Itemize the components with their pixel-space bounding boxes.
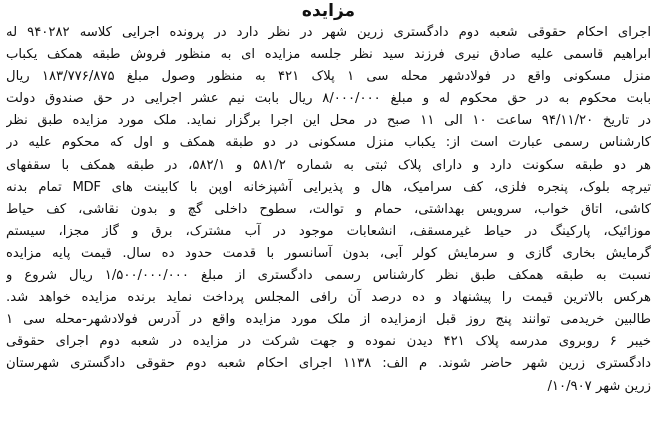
notice-line: موزائیک، پارکینگ در حیاط غیرمسقف، انشعابات موجود در آب مشترک، برق و گاز مجزا، سیستم — [6, 223, 651, 239]
notice-line: هرکس بالاترین قیمت را پیشنهاد و ده درصد آن رافی المجلس پرداخت نماید برنده مزایده خواهد شد. — [6, 290, 651, 306]
notice-line: اجرای احکام حقوقی شعبه دوم دادگستری زرین شهر در نظر دارد در پرونده اجرایی کلاسه ۹۴۰۲۸۲ له — [6, 25, 651, 40]
notice-line: کارشناس رسمی عبارت است از: یکباب منزل مسکونی در دو طبقه همکف و اول که محکوم علیه در — [6, 135, 651, 151]
notice-line: کاشی، اتاق خواب، سرویس بهداشتی، حمام و توالت، سطوح داخلی گچ و بدون نقاشی، کف حیاط — [6, 201, 651, 217]
notice-line: گرمایش بخاری گازی و سرمایش کولر آبی، بدون آسانسور با قدمت حدود ده سال. قیمت پایه مزایده — [6, 245, 651, 261]
notice-line: دادگستری زرین شهر حاضر شوند. م الف: ۱۱۳۸ اجرای احکام شعبه دوم حقوقی دادگستری شهرستان — [6, 356, 651, 372]
notice-line: زرین شهر ۱۰/۹۰۷/ — [547, 378, 651, 394]
notice-line: طالبین خریدمی توانند پنج روز قبل ازمزایده از ملک مورد مزایده واقع در آدرس فولادشهر-محله سی ۱ — [6, 312, 651, 328]
notice-title: مزایده — [301, 1, 356, 21]
notice-line: تیرچه بلوک، پنجره فلزی، کف سرامیک، هال و پذیرایی آشپزخانه اوپن با کابینت های MDF تمام بدنه — [6, 179, 651, 195]
auction-notice — [6, 0, 651, 422]
notice-line: ابراهیم قاسمی علیه صادق نیری فرزند سید نظر جلسه مزایده ای به منظور فروش طبقه همکف یکباب — [6, 47, 651, 63]
notice-line: نسبت به طبقه همکف طبق نظر کارشناس رسمی دادگستری از مبلغ ۱/۵۰۰/۰۰۰/۰۰۰ ریال شروع و — [6, 268, 651, 284]
notice-line: خیبر ۶ روبروی مدرسه پلاک ۴۲۱ دیدن نموده و جهت شرکت در مزایده در شعبه دوم اجرای حقوقی — [6, 334, 651, 350]
notice-line: در تاریخ ۹۴/۱۱/۲۰ ساعت ۱۰ الی ۱۱ صبح در محل این اجرا برگزار نماید. ملک مورد مزایده طبق نظر — [6, 113, 651, 129]
notice-line: منزل مسکونی واقع در فولادشهر محله سی ۱ پلاک ۴۲۱ به منظور وصول مبلغ ۱۸۳/۷۷۶/۸۷۵ ریال — [6, 69, 651, 85]
notice-body — [6, 22, 651, 398]
notice-line: هر دو طبقه سکونت دارد و دارای پلاک ثبتی به شماره ۵۸۱/۲ و ۵۸۲/۱، در طبقه همکف با سقفهای — [6, 157, 651, 173]
notice-line: بابت محکوم به در حق محکوم له و مبلغ ۸/۰۰۰/۰۰۰ ریال بابت نیم عشر اجرایی در حق صندوق دولت — [6, 91, 651, 107]
